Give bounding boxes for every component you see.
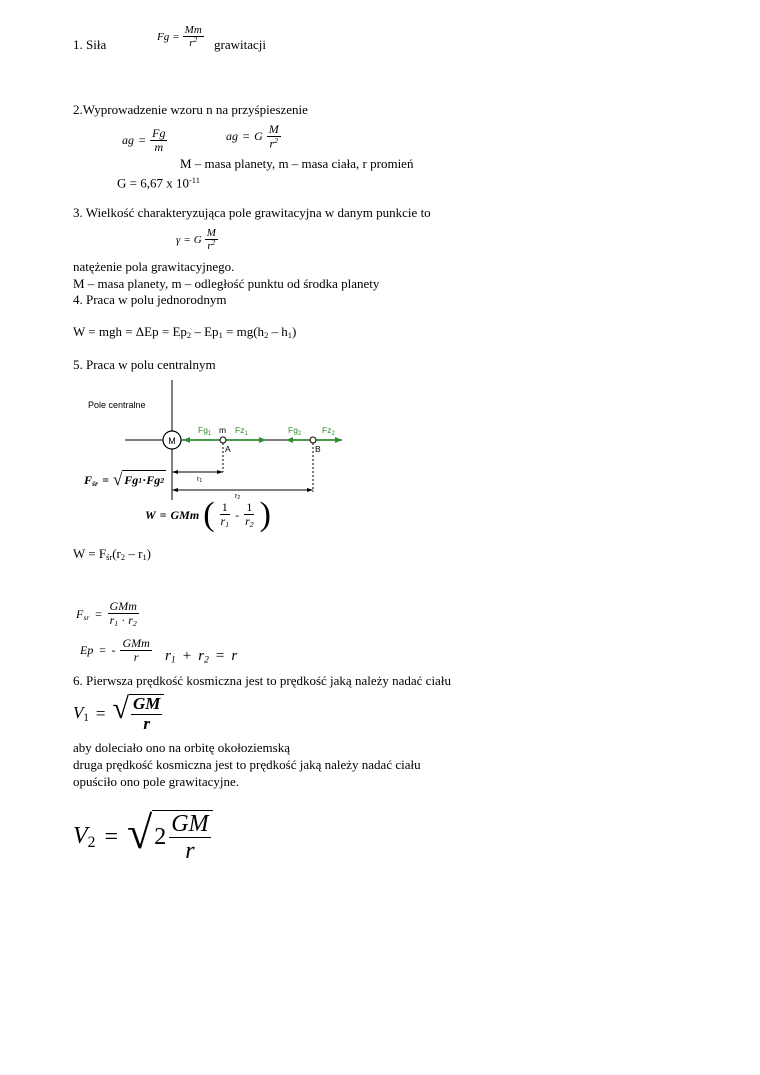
s3-heading: 3. Wielkość charakteryzująca pole grawitacyjna w danym punkcie to xyxy=(73,205,431,220)
s5-fsr-formula xyxy=(76,600,139,629)
s4-mid3: – h xyxy=(268,324,288,339)
s2-formula-2 xyxy=(226,123,281,151)
fsr-rad-a-sub: 1 xyxy=(138,476,143,485)
w-den1-sub: 1 xyxy=(225,519,230,529)
ep-lhs: Ep xyxy=(80,643,94,658)
s2-legend: M – masa planety, m – masa ciała, r promień xyxy=(180,156,414,171)
fz1-label: $Fz_1$ xyxy=(235,425,248,437)
fsr-rad-a: Fg xyxy=(124,473,139,487)
s5-work-formula xyxy=(73,546,151,565)
s1-den-exp: 2 xyxy=(193,36,198,45)
s4-heading: 4. Praca w polu jednorodnym xyxy=(73,292,227,307)
work-a: W = F xyxy=(73,546,107,561)
fg1-arrowhead xyxy=(183,437,190,443)
s2-f2-den: r xyxy=(269,136,275,151)
r1-arrowhead-right xyxy=(217,470,223,474)
w-den2: r xyxy=(245,513,250,528)
s1-lhs: Fg xyxy=(157,30,170,43)
fg2-label: $Fg_2$ xyxy=(288,425,302,437)
v2-sqrt xyxy=(127,807,213,865)
w-lhs: W xyxy=(145,507,156,522)
right-paren-icon: ) xyxy=(259,496,271,533)
s4-sub1: 1 xyxy=(218,330,223,341)
v2-den: r xyxy=(185,838,195,865)
rsum-b-sub: 2 xyxy=(204,654,209,666)
s1-after: grawitacji xyxy=(214,37,266,52)
v2-lhs: V xyxy=(73,822,88,849)
fsr2-num: GMm xyxy=(109,599,137,613)
fsr2-eq: = xyxy=(94,606,103,621)
s3-den-exp: 2 xyxy=(211,239,216,248)
point-b-label: B xyxy=(315,444,321,454)
w-fraction-2 xyxy=(243,501,256,530)
work-s1: 1 xyxy=(142,552,147,563)
rsum-a-sub: 1 xyxy=(170,654,176,666)
diagram-title: Pole centralne xyxy=(88,400,146,410)
v1-lhs-sub: 1 xyxy=(83,712,89,725)
v2-fraction xyxy=(169,811,210,865)
s6-line1: aby doleciało ono na orbitę okołoziemską xyxy=(73,740,290,755)
s3-formula xyxy=(176,227,218,252)
work-sub: śr xyxy=(106,552,113,563)
w-den2-sub: 2 xyxy=(249,519,254,529)
fsr2-lhs-sub: sr xyxy=(83,612,90,622)
s2-f1-den: m xyxy=(154,140,164,155)
s2-f2-lhs: ag xyxy=(226,129,238,144)
s4-formula xyxy=(73,324,296,343)
s3-eq: = xyxy=(183,233,191,246)
point-a-label: A xyxy=(225,444,231,454)
rsum-c: r xyxy=(231,648,238,664)
ep-sign: - xyxy=(111,643,116,658)
s6-v1-formula xyxy=(73,694,164,733)
s2-g-exp: -11 xyxy=(188,175,200,185)
r1-label: r1 xyxy=(197,476,203,484)
v1-num: GM xyxy=(132,694,161,713)
s1-den: r xyxy=(189,37,194,50)
s3-line2: M – masa planety, m – odległość punktu od środka planety xyxy=(73,276,380,291)
s4-h2: 2 xyxy=(264,330,269,341)
m-label: m xyxy=(219,425,227,435)
w-fraction-1 xyxy=(219,501,232,530)
fsr-rad-b-sub: 2 xyxy=(160,476,165,485)
ep-eq: = xyxy=(98,643,107,658)
v1-lhs: V xyxy=(73,703,84,723)
s4-h1: 1 xyxy=(287,330,292,341)
diagram-fsr-lhs-sub: śr xyxy=(92,478,99,488)
fg2-arrowhead xyxy=(286,437,293,443)
fsr-dot: · xyxy=(142,473,147,487)
rsum-b: r xyxy=(198,648,205,664)
work-d: ) xyxy=(146,546,151,561)
s2-g-text: G = 6,67 x 10 xyxy=(117,175,189,191)
w-eq: = xyxy=(159,507,167,522)
v2-eq: = xyxy=(104,823,119,850)
s2-heading: 2.Wyprowadzenie wzoru n na przyśpieszenie xyxy=(73,102,308,117)
rsum-eq: = xyxy=(215,648,225,664)
ep-fraction xyxy=(120,637,151,664)
work-b: (r xyxy=(112,546,121,561)
v2-lhs-sub: 2 xyxy=(87,833,96,851)
left-paren-icon: ( xyxy=(203,496,215,533)
sqrt-icon: √ xyxy=(127,807,153,858)
s2-formula-1 xyxy=(122,127,167,154)
work-c: – r xyxy=(125,546,143,561)
s2-f2-eq: = xyxy=(242,129,251,144)
planet-label: M xyxy=(168,436,176,446)
s4-mid2: = mg(h xyxy=(222,324,265,339)
fz1-arrowhead xyxy=(259,437,266,443)
diagram-fsr-sqrt xyxy=(113,470,166,490)
s2-f2-num: M xyxy=(268,122,279,136)
s4-w: W = mgh = ΔEp = Ep xyxy=(73,324,187,339)
fsr2-den-a: r xyxy=(109,613,115,628)
s4-mid: – Ep xyxy=(191,324,219,339)
v1-sqrt xyxy=(113,694,165,733)
s6-v2-formula xyxy=(73,807,213,865)
fsr2-fraction xyxy=(108,600,139,629)
s4-sub2: 2 xyxy=(186,330,192,341)
sqrt-icon: √ xyxy=(112,470,123,489)
w-den1: r xyxy=(220,513,226,528)
s2-f1-num: Fg xyxy=(152,126,166,140)
s3-coef: G xyxy=(193,233,202,246)
fsr2-den-b: r xyxy=(128,613,133,628)
s1-num: Mm xyxy=(184,24,202,36)
r2-arrowhead-right xyxy=(307,488,313,492)
s5-heading: 5. Praca w polu centralnym xyxy=(73,357,216,372)
w-num2: 1 xyxy=(246,499,253,514)
fsr2-den-b-sub: 2 xyxy=(132,619,137,629)
diagram-fsr-formula xyxy=(84,470,166,490)
s2-f1-eq: = xyxy=(138,133,147,148)
point-b xyxy=(310,437,316,443)
s3-den: r xyxy=(207,240,212,253)
s3-num: M xyxy=(206,227,216,239)
v1-den: r xyxy=(143,713,150,733)
s1-eq: = xyxy=(172,30,180,43)
point-a xyxy=(220,437,226,443)
r2-label: r2 xyxy=(235,493,241,501)
work-s2: 2 xyxy=(120,552,126,563)
w-minus: - xyxy=(235,507,240,522)
s6-line3: opuściło ono pole grawitacyjne. xyxy=(73,774,240,789)
s2-f1-fraction xyxy=(150,127,167,154)
fsr-rad-b: Fg xyxy=(146,473,161,487)
w-coef: GMm xyxy=(170,507,200,522)
diagram-work-formula xyxy=(145,498,271,532)
sqrt-icon: √ xyxy=(112,692,129,725)
ep-den: r xyxy=(133,650,139,665)
s2-g-constant xyxy=(117,173,200,191)
s1-formula xyxy=(157,24,204,49)
s6-line2: druga prędkość kosmiczna jest to prędkość jaką należy nadać ciału xyxy=(73,757,421,772)
s2-f1-lhs: ag xyxy=(122,133,134,148)
diagram-fsr-eq: = xyxy=(102,472,109,487)
w-num1: 1 xyxy=(221,499,228,514)
v1-eq: = xyxy=(95,703,106,723)
r1-arrowhead-left xyxy=(172,470,178,474)
fz2-arrowhead xyxy=(335,437,342,443)
s6-heading: 6. Pierwsza prędkość kosmiczna jest to prędkość jaką należy nadać ciału xyxy=(73,673,451,688)
s5-ep-formula xyxy=(80,637,152,664)
rsum-plus: + xyxy=(182,648,192,664)
s2-f2-fraction xyxy=(267,123,281,151)
s1-fraction xyxy=(183,24,204,49)
s3-line1: natężenie pola grawitacyjnego. xyxy=(73,259,235,274)
fsr2-lhs: F xyxy=(76,606,84,621)
ep-num: GMm xyxy=(122,636,150,650)
s2-f2-coef: G xyxy=(254,129,263,144)
s2-f2-den-exp: 2 xyxy=(274,136,279,146)
v2-coef: 2 xyxy=(154,824,167,851)
s1-label: 1. Siła xyxy=(73,37,107,52)
v1-fraction xyxy=(131,695,162,733)
fz2-label: $Fz_2$ xyxy=(322,425,335,437)
diagram-fsr-lhs: F xyxy=(84,472,93,487)
rsum-a: r xyxy=(165,648,171,664)
s5-rsum-formula xyxy=(165,648,237,665)
v2-num: GM xyxy=(171,811,209,837)
s4-end: ) xyxy=(292,324,297,339)
fg1-label: $Fg_1$ xyxy=(198,425,212,437)
s3-lhs: γ xyxy=(176,233,181,246)
fsr2-den-dot: · xyxy=(121,613,126,628)
s3-fraction xyxy=(205,227,218,252)
r2-arrowhead-left xyxy=(172,488,178,492)
fsr2-den-a-sub: 1 xyxy=(114,619,119,629)
